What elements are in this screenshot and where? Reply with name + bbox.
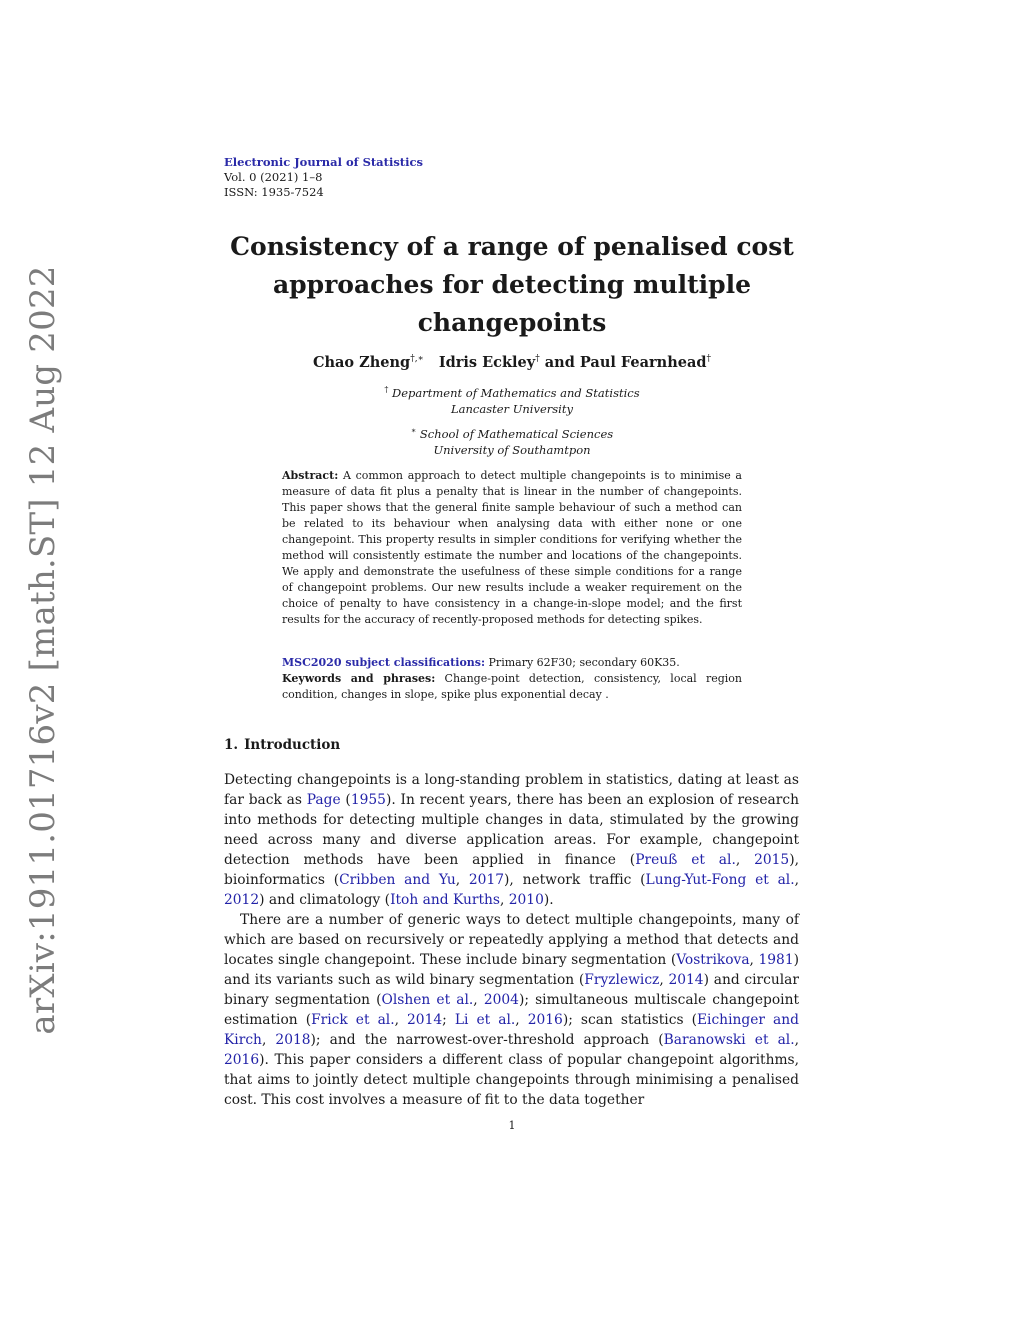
paper-title: Consistency of a range of penalised cost approaches for detecting multiple changepoints [230,232,794,337]
citation-link[interactable]: 2018 [275,1032,311,1048]
section-title: Introduction [244,737,341,753]
affiliation-department: School of Mathematical Sciences [419,426,614,441]
author-affiliation-mark: †,∗ [410,354,424,365]
arxiv-identifier: arXiv:1911.01716v2 [math.ST] 12 Aug 2022 [23,265,63,1035]
author-name: Chao Zheng [312,354,411,371]
author-name: Idris Eckley [438,354,536,371]
affiliation-institution: Lancaster University [451,401,573,416]
journal-volume: Vol. 0 (2021) 1–8 [224,170,323,184]
citation-link[interactable]: 2017 [468,872,505,888]
abstract-label: Abstract: [282,469,339,482]
citation-link[interactable]: 2016 [224,1052,260,1068]
paper-metadata [282,655,742,703]
citation-link[interactable]: Itoh and Kurths [390,892,500,908]
citation-link[interactable]: Cribben and Yu [339,872,456,888]
affiliation-lancaster [200,382,824,417]
citation-link[interactable]: 2012 [224,892,260,908]
affiliation-institution: University of Southamtpon [433,442,591,457]
citation-link[interactable]: Lung-Yut-Fong et al. [645,872,795,888]
page-number: 1 [508,1119,516,1132]
affiliation-southampton [200,423,824,458]
journal-issn: ISSN: 1935-7524 [224,185,324,199]
citation-link[interactable]: Baranowski et al. [663,1032,795,1048]
author-conjunction: and [544,354,575,371]
journal-header [224,155,423,200]
citation-link[interactable]: Olshen et al. [381,992,474,1008]
citation-link[interactable]: Eichinger and Kirch [224,1012,799,1048]
keywords-label: Keywords and phrases: [282,672,436,685]
citation-link[interactable]: Li et al. [454,1012,516,1028]
paragraph: There are a number of generic ways to detect multiple changepoints, many of which are based on recursively or repeatedly applying a method that detects and locates single changepoint. These include binary segmentation (Vostrikova, 1981) and its variants such as wild binary segmentation (Fryzlewicz, 2014) and circular binary segmentation (Olshen et al., 2004); simultaneous multiscale changepoint estimation (Frick et al., 2014; Li et al., 2016); scan statistics (Eichinger and Kirch, 2018); and the narrowest-over-threshold approach (Baranowski et al., 2016). This paper considers a different class of popular changepoint algorithms, that aims to jointly detect multiple changepoints through minimising a penalised cost. This cost involves a measure of fit to the data together [224,912,799,1108]
author-name: Paul Fearnhead [579,354,707,371]
citation-link[interactable]: Page [306,792,341,808]
citation-link[interactable]: 2010 [508,892,544,908]
paragraph: Detecting changepoints is a long-standing problem in statistics, dating at least as far back as Page (1955). In recent years, there has been an explosion of research into methods for detecting multiple changes in data, stimulated by the growing need across many and diverse application areas. For example, changepoint detection methods have been applied in finance (Preuß et al., 2015), bioinformatics (Cribben and Yu, 2017), network traffic (Lung-Yut-Fong et al., 2012) and climatology (Itoh and Kurths, 2010). [224,772,799,908]
abstract-text: A common approach to detect multiple changepoints is to minimise a measure of data fit plus a penalty that is linear in the number of changepoints. This paper shows that the general finite sample behaviour of such a method can be related to its behaviour when analysing data with either none or one changepoint. This property results in simpler conditions for verifying whether the method will consistently estimate the number and locations of the changepoints. We apply and demonstrate the usefulness of these simple conditions for a range of changepoint problems. Our new results include a weaker requirement on the choice of penalty to have consistency in a change-in-slope model; and the first results for the accuracy of recently-proposed methods for detecting spikes. [282,469,742,626]
keywords-text: Change-point detection, consistency, local region condition, changes in slope, spike plus exponential decay . [282,672,742,701]
msc-text: Primary 62F30; secondary 60K35. [488,656,680,669]
msc-label-link[interactable]: MSC2020 subject classifications: [282,656,486,669]
citation-link[interactable]: Preuß et al. [635,852,736,868]
citation-link[interactable]: 2004 [483,992,519,1008]
author-affiliation-mark: † [535,354,540,365]
citation-link[interactable]: 1981 [758,952,794,968]
keywords [282,671,742,703]
citation-link[interactable]: 2014 [407,1012,443,1028]
author-affiliation-mark: † [706,354,712,365]
citation-link[interactable]: 2014 [668,972,704,988]
journal-name-link[interactable]: Electronic Journal of Statistics [224,155,423,169]
citation-link[interactable]: Vostrikova [676,952,750,968]
section-heading-introduction [224,737,340,753]
msc-classifications [282,655,742,671]
author-list [200,354,824,371]
abstract [282,468,742,628]
body-text [224,770,799,1110]
citation-link[interactable]: Frick et al. [311,1012,395,1028]
citation-link[interactable]: Fryzlewicz [584,972,660,988]
citation-link[interactable]: 2016 [527,1012,563,1028]
affiliation-department: Department of Mathematics and Statistics [392,385,640,400]
affiliation-mark: † [384,385,389,394]
section-number: 1. [224,737,239,753]
affiliation-mark: ∗ [410,426,417,435]
citation-link[interactable]: 2015 [754,852,790,868]
citation-link[interactable]: 1955 [350,792,386,808]
